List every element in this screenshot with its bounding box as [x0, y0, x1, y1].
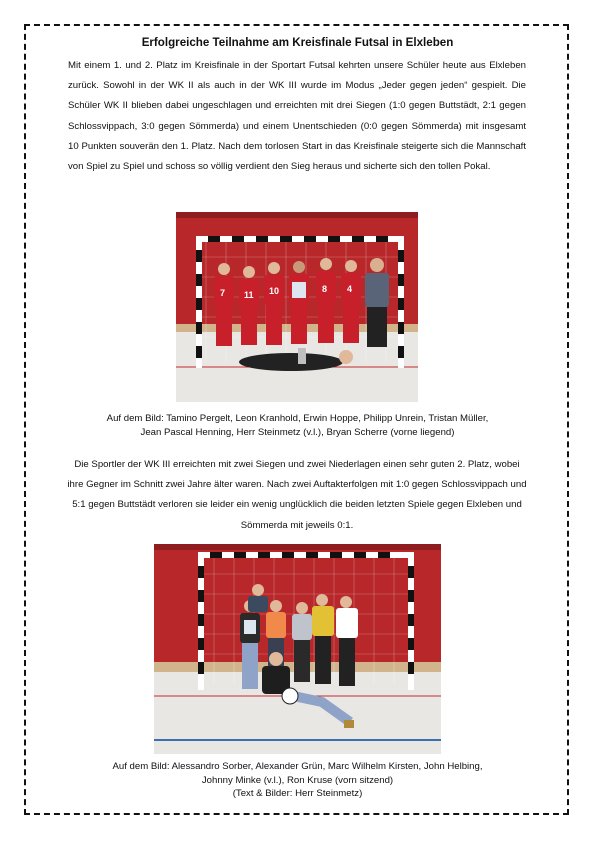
svg-text:8: 8 [322, 284, 328, 294]
article-title: Erfolgreiche Teilnahme am Kreisfinale Futsal in Elxleben [141, 36, 454, 49]
svg-text:4: 4 [347, 284, 353, 294]
paragraph-wk3: Die Sportler der WK III erreichten mit zwei Siegen und zwei Niederlagen einen sehr guten 2. Platz, wobei ihre Gegner im Schnitt zwei Jahre älter waren. Nach zwei Auftakterfolgen mit 1:0 gegen Schlossvippach und 5:1 gegen Buttstädt verloren sie leider ein wenig unglücklich die beiden letzten Spiele gegen Elxleben und Sömmerda mit jeweils 0:1. [67, 459, 527, 531]
caption-line: Auf dem Bild: Tamino Pergelt, Leon Kranhold, Erwin Hoppe, Philipp Unrein, Tristan Müller, [106, 413, 489, 424]
svg-text:10: 10 [269, 286, 280, 296]
credit-line: (Text & Bilder: Herr Steinmetz) [232, 788, 363, 799]
svg-text:7: 7 [220, 288, 226, 298]
caption-line: Johnny Minke (v.l.), Ron Kruse (vorn sitzend) [201, 774, 394, 786]
paragraph-wk2: Mit einem 1. und 2. Platz im Kreisfinale in der Sportart Futsal kehrten unsere Schüler heute aus Elxleben zurück. Sowohl in der WK II als auch in der WK III wurde im Modus „Jeder gegen jeden“ gespielt. Die Schüler WK II blieben dabei ungeschlagen und erreichten mit drei Siegen (1:0 gegen Buttstädt, 2:1 gegen Schlossvippach, 3:0 gegen Sömmerda) und einem Unentschieden (0:0 gegen Sömmerda) mit insgesamt 10 Punkten souverän den 1. Platz. Nach dem torlosen Start in das Kreisfinale steigerte sich die Mannschaft von Spiel zu Spiel und schoss so völlig verdient den Sieg heraus und sicherte sich den tollen Pokal. [68, 60, 526, 173]
photo-caption-wk2 [0, 412, 595, 439]
svg-text:11: 11 [244, 290, 254, 300]
photo-caption-wk3 [0, 760, 595, 801]
caption-line: Jean Pascal Henning, Herr Steinmetz (v.l.), Bryan Scherre (vorne liegend) [140, 426, 455, 438]
team-photo-wk3 [154, 544, 441, 754]
caption-line: Auf dem Bild: Alessandro Sorber, Alexander Grün, Marc Wilhelm Kirsten, John Helbing, [112, 761, 483, 772]
team-photo-wk2 [176, 212, 418, 402]
